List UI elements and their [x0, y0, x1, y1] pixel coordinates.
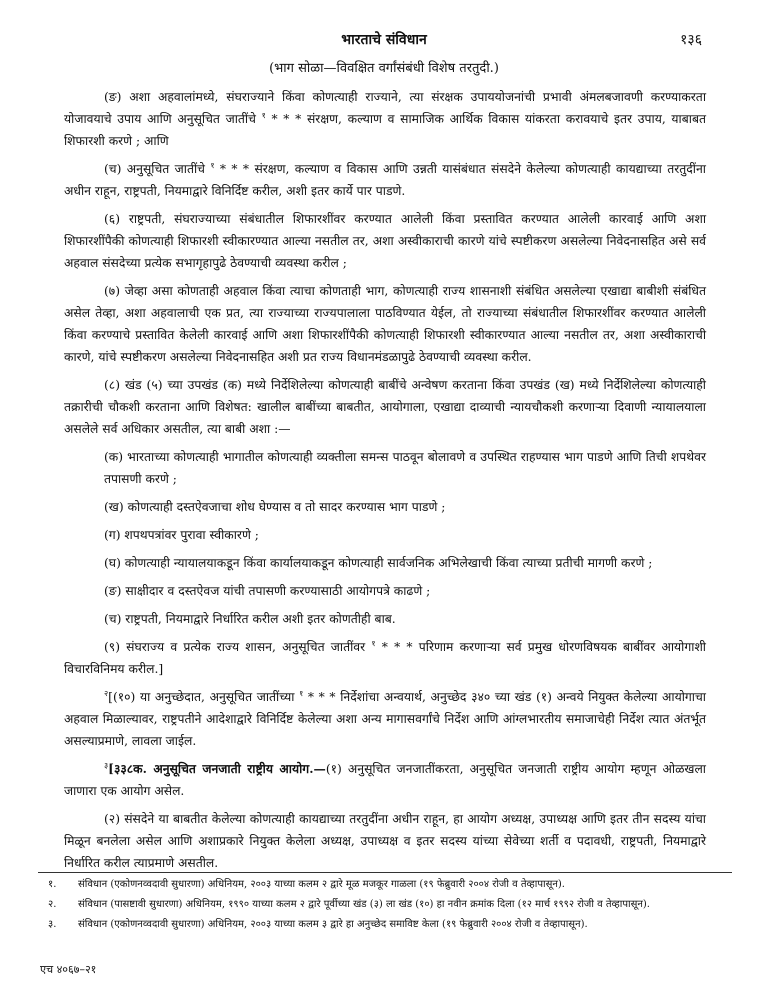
document-code: एच ४०६७–२१ — [40, 963, 97, 976]
clause-8: (८) खंड (५) च्या उपखंड (क) मध्ये निर्देशिलेल्या कोणत्याही बाबींचे अन्वेषण करताना किंवा उपखंड (ख) मध्ये निर्देशिलेल्या कोणत्याही तक्रारीची चौकशी करताना आणि विशेषत: खालील बाबींच्या बाबतीत, आयोगाला, एखाद्या दाव्याची न्यायचौकशी करणाऱ्या दिवाणी न्यायालयाला असलेले सर्व अधिकार असतील, त्या बाबी अशा :— — [64, 378, 706, 436]
clause-9: (९) संघराज्य व प्रत्येक राज्य शासन, अनुसूचित जातींवर $^१$ * * * परिणाम करणाऱ्या सर्व प्रमुख धोरणविषयक बाबींवर आयोगाशी विचारविनिमय करील.] — [64, 638, 706, 676]
article-338a: $^३$[३३८क. अनुसूचित जनजाती राष्ट्रीय आयोग.—(१) अनुसूचित जनजातींकरता, अनुसूचित जनजाती राष्ट्रीय आयोग म्हणून ओळखला जाणारा एक आयोग असेल. — [64, 760, 706, 798]
clause-7: (७) जेव्हा असा कोणताही अहवाल किंवा त्याचा कोणताही भाग, कोणत्याही राज्य शासनाशी संबंधित असलेल्या एखाद्या बाबीशी संबंधित असेल तेव्हा, अशा अहवालाची एक प्रत, त्या राज्याच्या राज्यपालाला पाठविण्यात येईल, तो राज्याच्या संबंधातील शिफारशींवर करण्यात आलेली किंवा करण्याचे प्रस्तावित केलेली कारवाई आणि अशा शिफारशींपैकी कोणत्याही शिफारशी स्वीकारण्यात आल्या नसतील तर, अशा अस्वीकाराची कारणे, यांचे स्पष्टीकरण असलेल्या निवेदनासहित अशी प्रत राज्य विधानमंडळापुढे ठेवण्याची व्यवस्था करील. — [64, 284, 706, 364]
document-body — [64, 86, 706, 880]
clause-8-item-ga: (ग) शपथपत्रांवर पुरावा स्वीकारणे ; — [104, 528, 259, 542]
footnote-ref: १ — [371, 638, 376, 648]
footnotes — [42, 877, 732, 937]
clause-8-item-cha: (च) राष्ट्रपती, नियमाद्वारे निर्धारित करील अशी इतर कोणतीही बाब. — [104, 612, 396, 626]
footnote-ref: २ — [104, 688, 109, 698]
clause-ch: (च) अनुसूचित जातींचे $^१$ * * * संरक्षण, कल्याण व विकास आणि उन्नती यासंबंधात संसदेने केलेल्या कोणत्याही कायद्याच्या तरतुदींना अधीन राहून, राष्ट्रपती, नियमाद्वारे विनिर्दिष्ट करील, अशी इतर कार्ये पार पाडणे. — [64, 160, 706, 198]
footnote-ref: १ — [210, 160, 215, 170]
clause-d: (ङ) अशा अहवालांमध्ये, संघराज्याने किंवा कोणत्याही राज्याने, त्या संरक्षक उपाययोजनांची प्रभावी अंमलबजावणी करण्याकरता योजावयाचे उपाय आणि अनुसूचित जातींचे $^१$ * * * संरक्षण, कल्याण व सामाजिक आर्थिक विकास यांकरता करावयाचे इतर उपाय, याबाबत शिफारशी करणे ; आणि — [64, 90, 706, 148]
article-338a-clause-2: (२) संसदेने या बाबतीत केलेल्या कोणत्याही कायद्याच्या तरतुदींना अधीन राहून, हा आयोग अध्यक्ष, उपाध्यक्ष आणि इतर तीन सदस्य यांचा मिळून बनलेला असेल आणि अशाप्रकारे नियुक्त केलेला अध्यक्ष, उपाध्यक्ष व इतर सदस्य यांच्या सेवेच्या शर्ती व पदावधी, राष्ट्रपती, नियमाद्वारे निर्धारित करील त्याप्रमाणे असतील. — [64, 812, 706, 870]
clause-6: (६) राष्ट्रपती, संघराज्याच्या संबंधातील शिफारशींवर करण्यात आलेली किंवा प्रस्तावित करण्यात आलेली कारवाई आणि अशा शिफारशींपैकी कोणत्याही शिफारशी स्वीकारण्यात आल्या नसतील तर, अशा अस्वीकाराची कारणे यांचे स्पष्टीकरण असलेल्या निवेदनासहित असे सर्व अहवाल संसदेच्या प्रत्येक सभागृहापुढे ठेवण्याची व्यवस्था करील ; — [64, 212, 706, 270]
footnote: २. संविधान (पासष्टावी सुधारणा) अधिनियम, १९९० याच्या कलम २ द्वारे पूर्वीच्या खंड (३) ला खंड (१०) हा नवीन क्रमांक दिला (१२ मार्च १९९२ रोजी व तेव्हापासून). — [48, 899, 650, 910]
article-heading: [३३८क. अनुसूचित जनजाती राष्ट्रीय आयोग.— — [108, 761, 326, 776]
footnote: ३. संविधान (एकोणनव्वदावी सुधारणा) अधिनियम, २००३ याच्या कलम ३ द्वारे हा अनुच्छेद समाविष्ट केला (१९ फेब्रुवारी २००४ रोजी व तेव्हापासून). — [48, 919, 588, 930]
clause-10: $^२$[(१०) या अनुच्छेदात, अनुसूचित जातींच्या $^१$ * * * निर्देशांचा अन्वयार्थ, अनुच्छेद ३४० च्या खंड (१) अन्वये नियुक्त केलेल्या आयोगाचा अहवाल मिळाल्यावर, राष्ट्रपतीने आदेशाद्वारे विनिर्दिष्ट केलेल्या अशा अन्य मागासवर्गांचे निर्देश आणि आंग्लभारतीय समाजाचेही निर्देश त्यात अंतर्भूत असल्याप्रमाणे, लावला जाईल. — [64, 688, 706, 748]
clause-8-item-nga: (ङ) साक्षीदार व दस्तऐवज यांची तपासणी करण्यासाठी आयोगपत्रे काढणे ; — [104, 584, 431, 598]
page-subtitle: (भाग सोळा—विवक्षित वर्गांसंबंधी विशेष तरतुदी.) — [269, 61, 499, 76]
page-number: १३६ — [680, 32, 702, 48]
clause-8-item-gha: (घ) कोणत्याही न्यायालयाकडून किंवा कार्यालयाकडून कोणत्याही सार्वजनिक अभिलेखाची किंवा त्याच्या प्रतीची मागणी करणे ; — [104, 556, 653, 570]
footnote-ref: १ — [299, 688, 304, 698]
footnote-divider — [38, 872, 732, 873]
footnote-ref: १ — [261, 110, 266, 120]
clause-8-item-ka: (क) भारताच्या कोणत्याही भागातील कोणत्याही व्यक्तीला समन्स पाठवून बोलावणे व उपस्थित राहण्यास भाग पाडणे आणि तिची शपथेवर तपासणी करणे ; — [104, 450, 706, 486]
clause-8-item-kha: (ख) कोणत्याही दस्तऐवजाचा शोध घेण्यास व तो सादर करण्यास भाग पाडणे ; — [104, 500, 446, 514]
footnote-ref: ३ — [104, 760, 109, 770]
page-header-title: भारताचे संविधान — [341, 32, 427, 48]
footnote: १. संविधान (एकोणनव्वदावी सुधारणा) अधिनियम, २००३ याच्या कलम २ द्वारे मूळ मजकूर गाळला (१९ फेब्रुवारी २००४ रोजी व तेव्हापासून). — [48, 879, 565, 890]
